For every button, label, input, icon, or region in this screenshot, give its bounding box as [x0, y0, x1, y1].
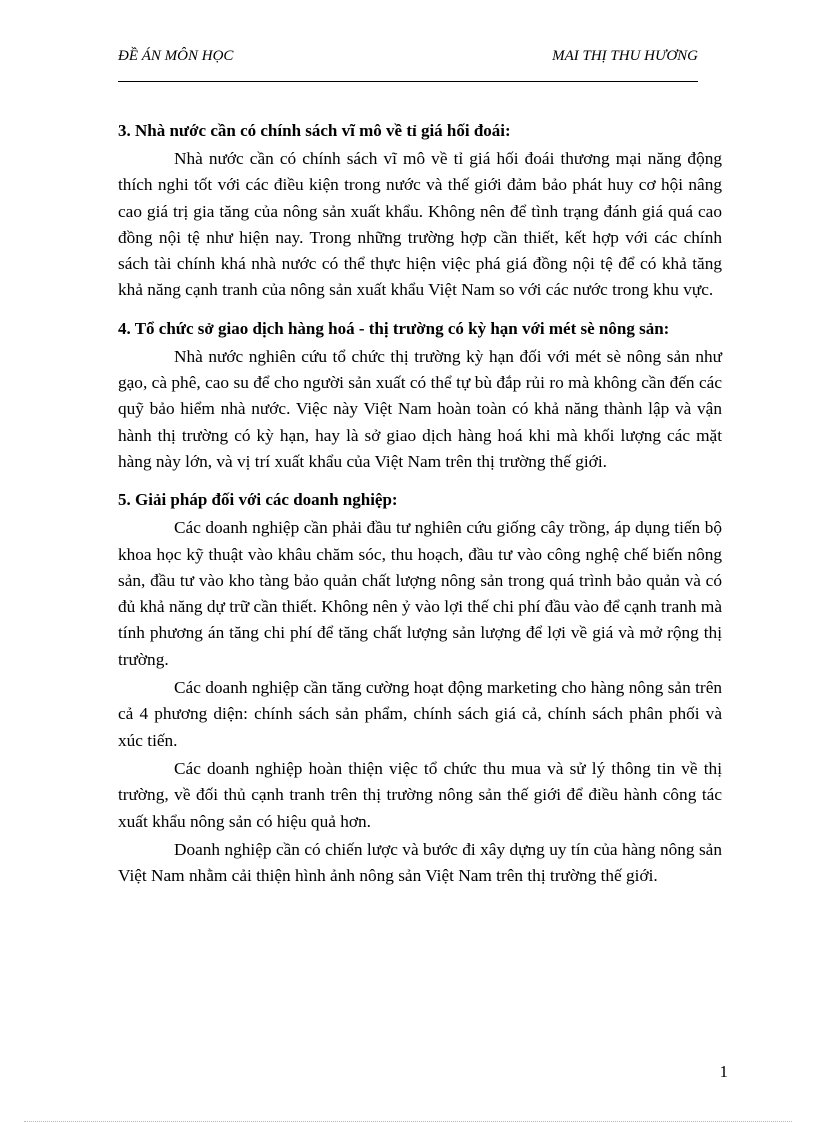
paragraph: Nhà nước nghiên cứu tổ chức thị trường kỳ hạn đối với mét sè nông sản như gạo, cà phê, cao su để cho người sản xuất có thể tự bù đắp rủi ro mà không cần đến các quỹ bảo hiểm nhà nước. Việc này Việt Nam hoàn toàn có khả năng thành lập và vận hành thị trường có kỳ hạn, hay là sở giao dịch hàng hoá khi mà khối lượng các mặt hàng này lớn, và vị trí xuất khẩu của Việt Nam trên thị trường thế giới.: [118, 346, 722, 471]
header-course-title: ĐỀ ÁN MÔN HỌC: [118, 48, 234, 64]
header-author-name: MAI THỊ THU HƯƠNG: [552, 48, 698, 64]
paragraph: Doanh nghiệp cần có chiến lược và bước đi xây dựng uy tín của hàng nông sản Việt Nam nhằm cải thiện hình ảnh nông sản Việt Nam trên thị trường thế giới.: [118, 839, 722, 886]
section-commodity-exchange: [118, 318, 722, 475]
paragraph: Các doanh nghiệp cần phải đầu tư nghiên cứu giống cây trồng, áp dụng tiến bộ khoa học kỹ thuật vào khâu chăm sóc, thu hoạch, đầu tư vào công nghệ chế biến nông sản, đầu tư vào kho tàng bảo quản chất lượng nông sản trong quá trình bảo quản và có đủ khả năng dự trữ cần thiết. Không nên ỷ vào lợi thế chi phí đầu vào để cạnh tranh mà tính phương án tăng chi phí để tăng chất lượng sản lượng để lợi về giá và mở rộng thị trường.: [118, 518, 722, 669]
section-heading: 3. Nhà nước cần có chính sách vĩ mô về tỉ giá hối đoái:: [118, 121, 511, 140]
header-rule: [118, 81, 698, 82]
page-bottom-border: [24, 1121, 792, 1122]
paragraph: Nhà nước cần có chính sách vĩ mô về tỉ giá hối đoái thương mại năng động thích nghi tốt với các điều kiện trong nước và thế giới đảm bảo phát huy cơ hội nâng cao giá trị gia tăng của nông sản xuất khẩu. Không nên để tình trạng đánh giá quá cao đồng nội tệ như hiện nay. Trong những trường hợp cần thiết, kết hợp với các chính sách tài chính khá nhà nước có thể thực hiện việc phá giá đồng nội tệ để có khả tăng khả năng cạnh tranh của nông sản xuất khẩu Việt Nam so với các nước trong khu vực.: [118, 149, 722, 300]
section-enterprise-solutions: [118, 489, 722, 889]
section-heading: 4. Tổ chức sở giao dịch hàng hoá - thị trường có kỳ hạn với mét sè nông sản:: [118, 318, 670, 338]
section-exchange-rate-policy: [118, 120, 722, 304]
section-heading: 5. Giải pháp đối với các doanh nghiệp:: [118, 490, 398, 510]
page-header: [118, 48, 698, 68]
document-body: [118, 120, 722, 903]
paragraph: Các doanh nghiệp cần tăng cường hoạt động marketing cho hàng nông sản trên cả 4 phương diện: chính sách sản phẩm, chính sách giá cả, chính sách phân phối và xúc tiến.: [118, 678, 722, 750]
paragraph: Các doanh nghiệp hoàn thiện việc tổ chức thu mua và sử lý thông tin về thị trường, về đối thủ cạnh tranh trên thị trường nông sản thế giới để điều hành công tác xuất khẩu nông sản có hiệu quả hơn.: [118, 758, 722, 831]
page-number: 1: [719, 1062, 728, 1081]
